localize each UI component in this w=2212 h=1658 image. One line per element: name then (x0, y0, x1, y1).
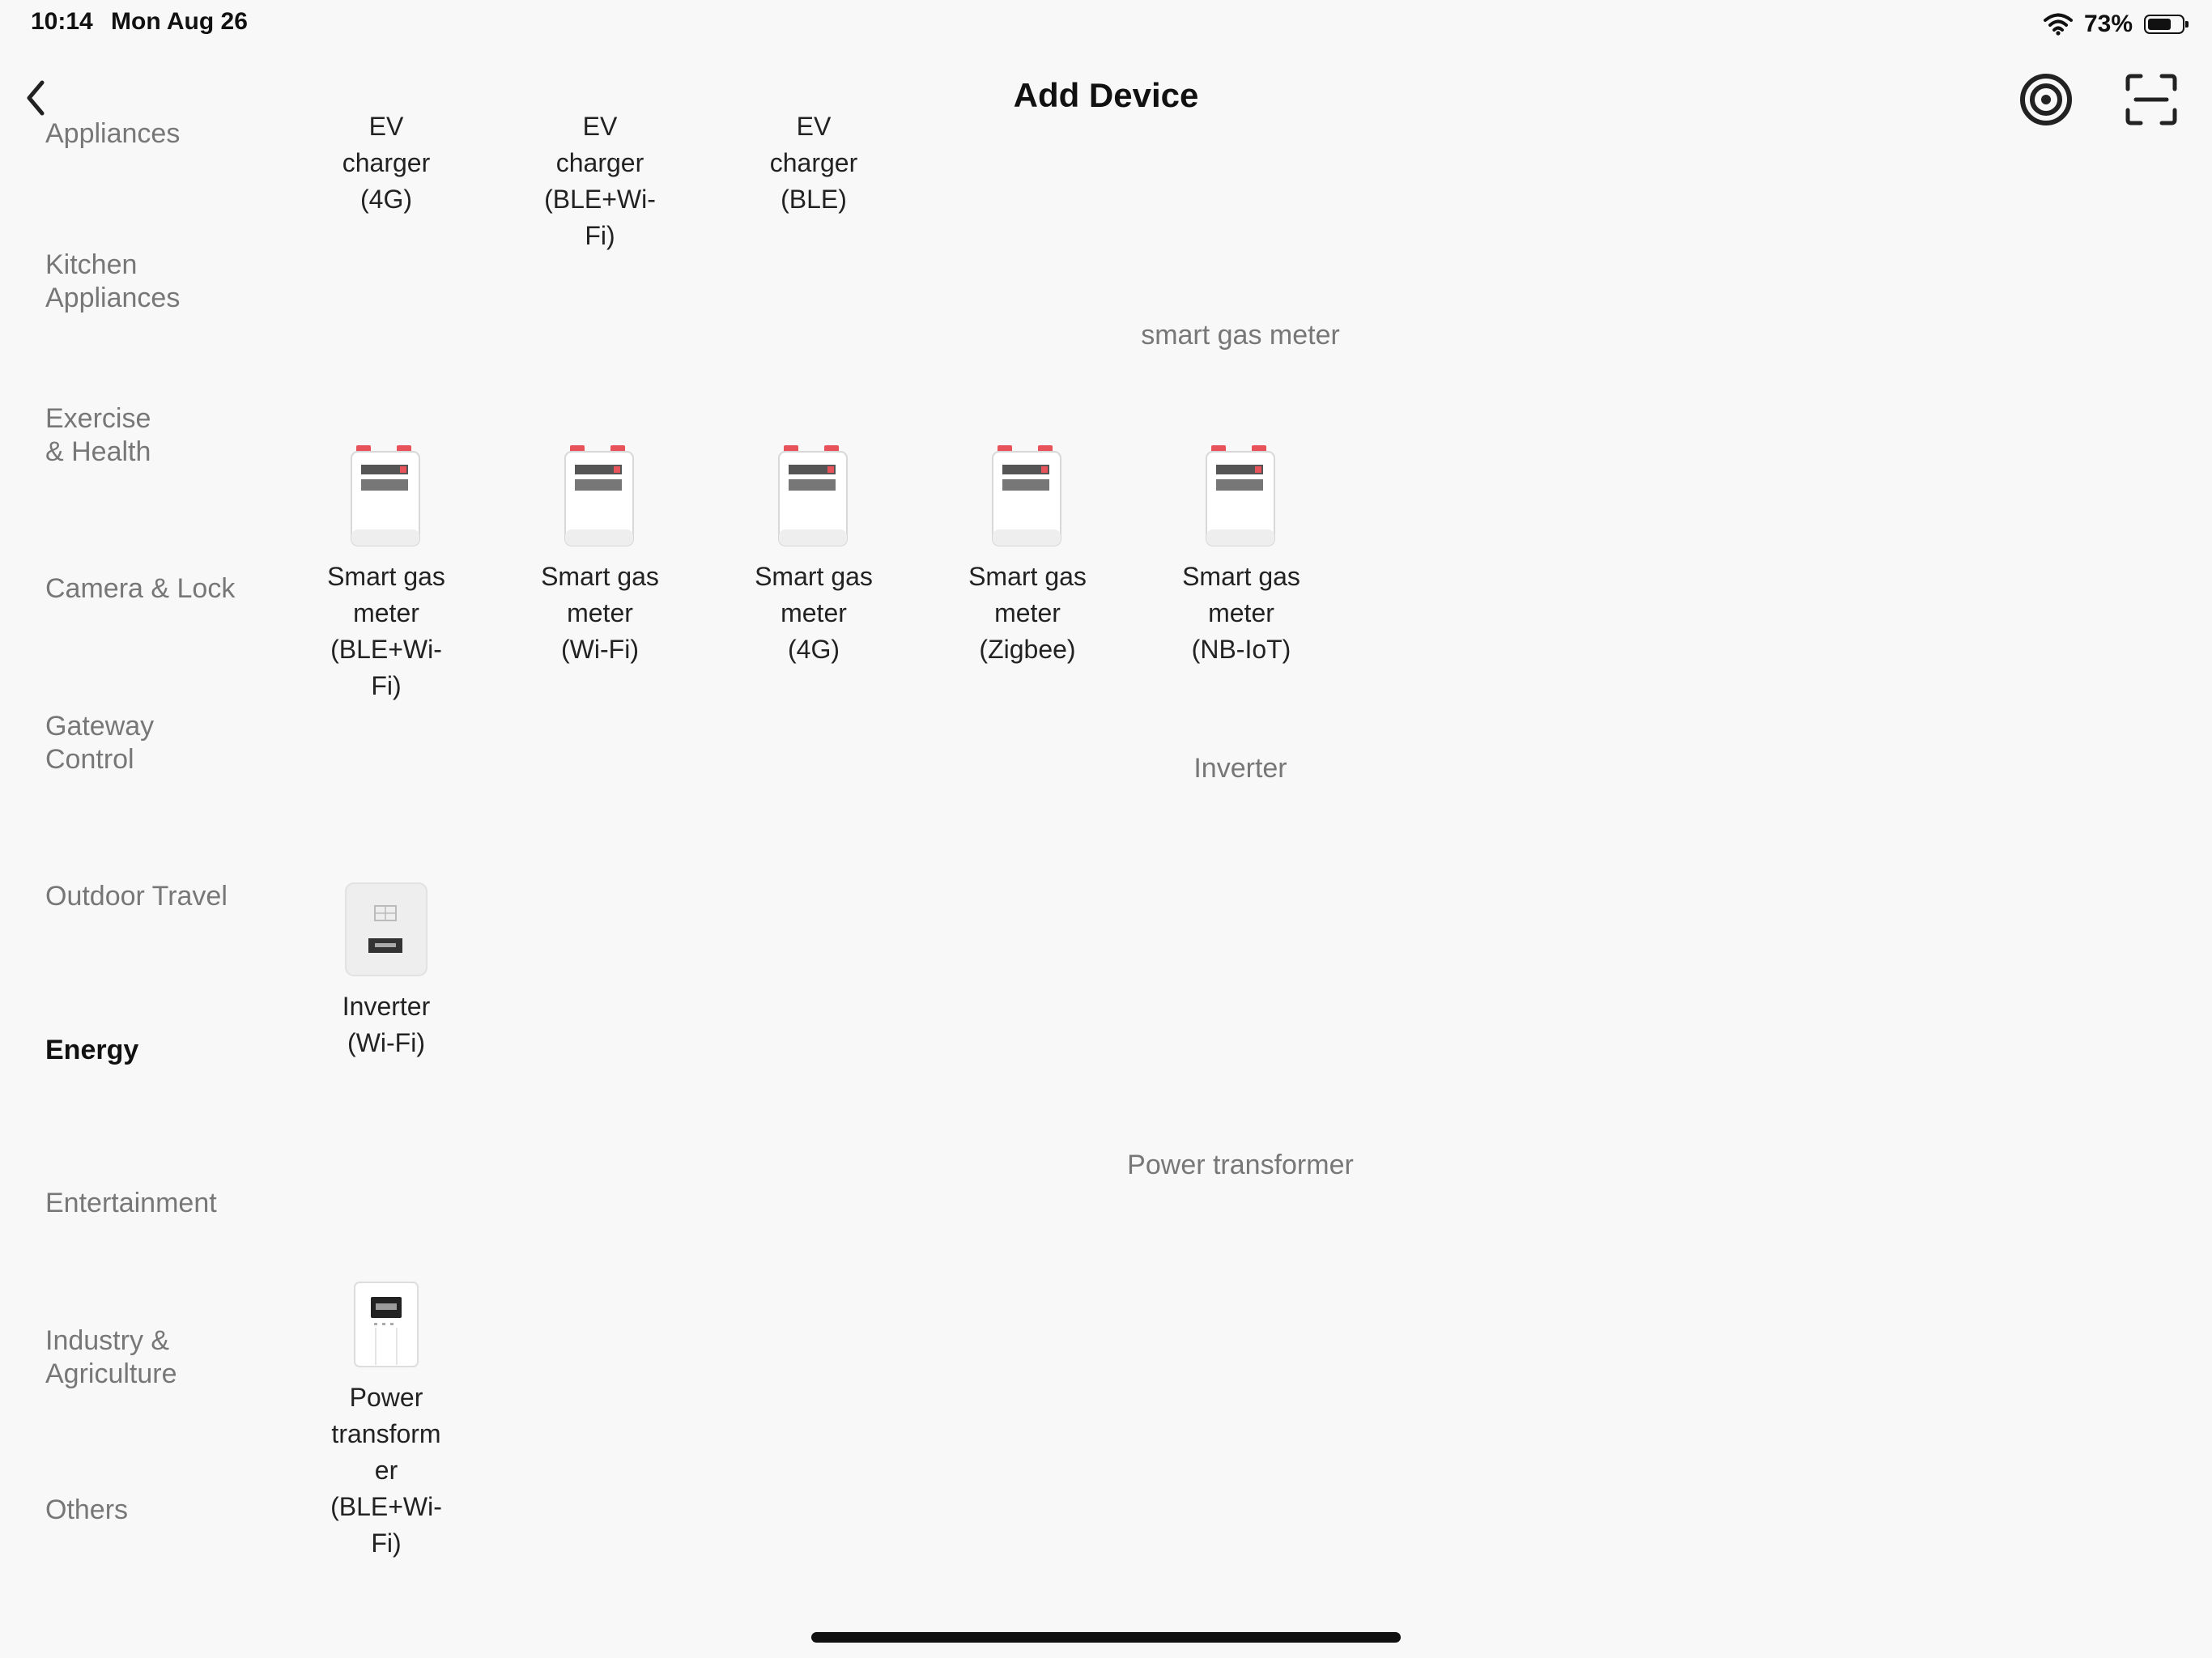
category-exercise-health[interactable] (45, 402, 151, 469)
scan-button[interactable] (2123, 71, 2180, 128)
device-name: EV charger (4G) (342, 112, 431, 214)
page-title: Add Device (1013, 76, 1199, 114)
category-industry-agriculture[interactable] (45, 1324, 177, 1391)
device-smart-gas-meter-ble-wifi[interactable] (305, 445, 467, 704)
category-gateway-control[interactable] (45, 710, 154, 776)
status-time: 10:14 (31, 8, 93, 35)
category-label: Industry & Agriculture (45, 1325, 177, 1389)
category-label: Camera & Lock (45, 573, 236, 604)
category-label: Others (45, 1494, 129, 1525)
battery-icon (2144, 15, 2184, 34)
device-name: Inverter (Wi-Fi) (342, 992, 431, 1057)
device-name: Smart gas meter (NB-IoT) (1182, 562, 1300, 664)
target-icon (2018, 71, 2074, 128)
device-smart-gas-meter-nb-iot[interactable] (1160, 445, 1322, 668)
gas-meter-icon (564, 445, 636, 547)
category-energy[interactable] (45, 1034, 138, 1067)
device-name: Power transform er (BLE+Wi- Fi) (330, 1383, 442, 1558)
content-area (0, 112, 2212, 1605)
device-power-transformer-ble-wifi[interactable] (305, 1281, 467, 1562)
category-appliances[interactable] (45, 117, 180, 151)
status-indicators (2044, 8, 2184, 40)
gas-meter-icon (991, 445, 1064, 547)
category-entertainment[interactable] (45, 1187, 217, 1220)
device-inverter-wifi[interactable] (305, 882, 467, 1061)
power-transformer-icon (350, 1281, 423, 1368)
category-label: Gateway Control (45, 711, 155, 775)
device-name: EV charger (BLE) (769, 112, 858, 214)
gas-meter-icon (1205, 445, 1278, 547)
device-ev-charger-ble[interactable] (733, 108, 895, 218)
category-camera-lock[interactable] (45, 572, 235, 606)
device-name: EV charger (BLE+Wi- Fi) (544, 112, 656, 250)
category-others[interactable] (45, 1494, 128, 1527)
inverter-icon (344, 882, 428, 977)
wifi-icon (2044, 13, 2073, 36)
target-button[interactable] (2018, 71, 2074, 128)
device-ev-charger-4g[interactable] (305, 108, 467, 218)
device-name: Smart gas meter (4G) (755, 562, 873, 664)
category-label: Energy (45, 1035, 139, 1065)
category-label: Exercise & Health (45, 403, 151, 467)
category-kitchen-appliances[interactable] (45, 249, 180, 315)
section-title-power-transformer: Power transformer (1127, 1150, 1354, 1180)
device-name: Smart gas meter (BLE+Wi- Fi) (327, 562, 445, 700)
category-label: Kitchen Appliances (45, 249, 181, 313)
device-name: Smart gas meter (Wi-Fi) (541, 562, 659, 664)
device-smart-gas-meter-wifi[interactable] (519, 445, 681, 668)
section-title-smart-gas-meter: smart gas meter (1141, 320, 1340, 351)
section-title-inverter: Inverter (1193, 753, 1287, 784)
gas-meter-icon (777, 445, 850, 547)
scan-icon (2123, 71, 2180, 128)
category-label: Appliances (45, 118, 181, 149)
category-outdoor-travel[interactable] (45, 880, 228, 913)
device-smart-gas-meter-zigbee[interactable] (946, 445, 1108, 668)
battery-level-fill (2148, 19, 2171, 30)
device-smart-gas-meter-4g[interactable] (733, 445, 895, 668)
device-name: Smart gas meter (Zigbee) (968, 562, 1087, 664)
device-ev-charger-ble-wifi[interactable] (519, 108, 681, 254)
home-indicator[interactable] (811, 1632, 1401, 1643)
gas-meter-icon (350, 445, 423, 547)
category-label: Outdoor Travel (45, 881, 228, 912)
status-date: Mon Aug 26 (111, 8, 248, 35)
battery-percent: 73% (2083, 11, 2133, 37)
category-label: Entertainment (45, 1188, 217, 1218)
